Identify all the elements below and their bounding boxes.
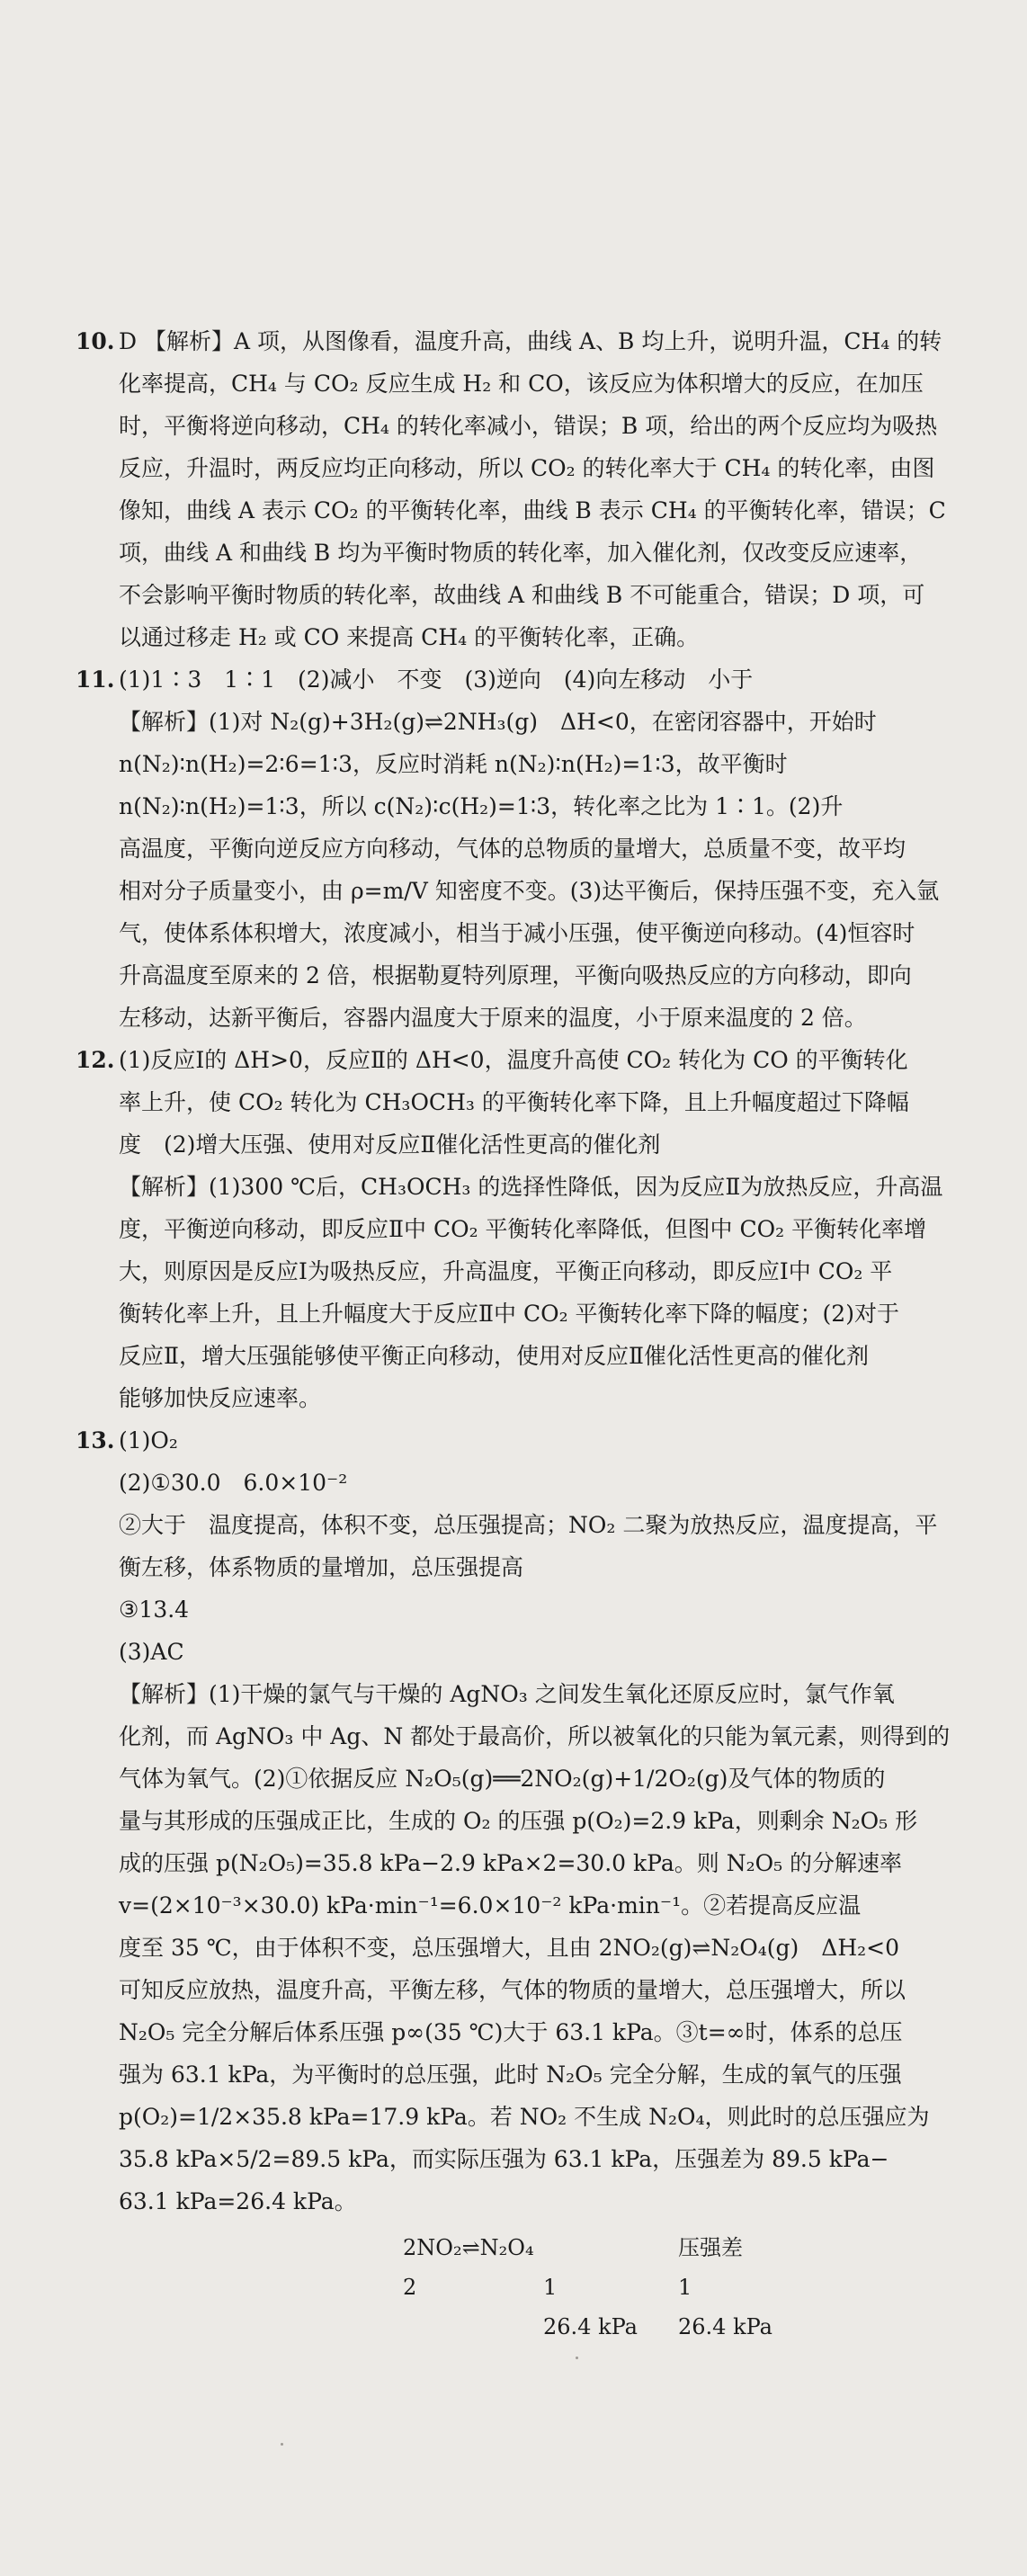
question-number: 11. bbox=[76, 666, 115, 693]
text-line: 气，使体系体积增大，浓度减小，相当于减小压强，使平衡逆向移动。(4)恒容时 bbox=[119, 920, 915, 946]
text-line: 【解析】(1)对 N₂(g)+3H₂(g)⇌2NH₃(g) ΔH<0，在密闭容器中，开始时 bbox=[119, 709, 877, 735]
pressure-difference-table bbox=[403, 2228, 978, 2347]
text-line: 可知反应放热，温度升高，平衡左移，气体的物质的量增大，总压强增大，所以 bbox=[119, 1977, 906, 2003]
answer-line: ②大于 温度提高，体积不变，总压强提高；NO₂ 二聚为放热反应，温度提高，平 bbox=[119, 1512, 938, 1538]
table-row bbox=[403, 2307, 978, 2347]
text-line: 化率提高，CH₄ 与 CO₂ 反应生成 H₂ 和 CO，该反应为体积增大的反应，在加压 bbox=[119, 371, 924, 397]
table-cell: 26.4 kPa bbox=[678, 2314, 772, 2339]
text-line: 时，平衡将逆向移动，CH₄ 的转化率减小，错误；B 项，给出的两个反应均为吸热 bbox=[119, 413, 938, 439]
text-line: 度至 35 ℃，由于体积不变，总压强增大，且由 2NO₂(g)⇌N₂O₄(g) ΔH₂<0 bbox=[119, 1935, 900, 1961]
question-10 bbox=[76, 320, 978, 658]
text-line: 强为 63.1 kPa，为平衡时的总压强，此时 N₂O₅ 完全分解，生成的氧气的压强 bbox=[119, 2062, 902, 2088]
answer-line: (1)反应Ⅰ的 ΔH>0，反应Ⅱ的 ΔH<0，温度升高使 CO₂ 转化为 CO 的平衡转化 bbox=[119, 1047, 908, 1073]
table-cell bbox=[403, 2307, 543, 2347]
answer-line: (1)1∶3 1∶1 (2)减小 不变 (3)逆向 (4)向左移动 小于 bbox=[119, 666, 754, 693]
table-cell: 1 bbox=[678, 2275, 692, 2300]
question-11 bbox=[76, 658, 978, 1039]
paper-speck bbox=[576, 2357, 578, 2359]
question-number: 12. bbox=[76, 1047, 115, 1073]
text-line: 化剂，而 AgNO₃ 中 Ag、N 都处于最高价，所以被氧化的只能为氧元素，则得到的 bbox=[119, 1723, 951, 1749]
answer-line: 率上升，使 CO₂ 转化为 CH₃OCH₃ 的平衡转化率下降，且上升幅度超过下降幅 bbox=[119, 1089, 909, 1115]
question-number: 13. bbox=[76, 1427, 115, 1453]
text-line: 大，则原因是反应Ⅰ为吸热反应，升高温度，平衡正向移动，即反应Ⅰ中 CO₂ 平 bbox=[119, 1258, 893, 1284]
text-line: p(O₂)=1/2×35.8 kPa=17.9 kPa。若 NO₂ 不生成 N₂O₄，则此时的总压强应为 bbox=[119, 2104, 930, 2130]
text-line: 不会影响平衡时物质的转化率，故曲线 A 和曲线 B 不可能重合，错误；D 项，可 bbox=[119, 582, 925, 608]
question-13 bbox=[76, 1419, 978, 2347]
text-line: 高温度，平衡向逆反应方向移动，气体的总物质的量增大，总质量不变，故平均 bbox=[119, 836, 906, 862]
text-line: 成的压强 p(N₂O₅)=35.8 kPa−2.9 kPa×2=30.0 kPa。则 N₂O₅ 的分解速率 bbox=[119, 1850, 903, 1876]
text-line: 能够加快反应速率。 bbox=[119, 1385, 322, 1411]
text-line: 【解析】(1)干燥的氯气与干燥的 AgNO₃ 之间发生氧化还原反应时，氯气作氧 bbox=[119, 1681, 895, 1707]
answer-line: (2)①30.0 6.0×10⁻² bbox=[119, 1470, 348, 1496]
text-line: 升高温度至原来的 2 倍，根据勒夏特列原理，平衡向吸热反应的方向移动，即向 bbox=[119, 962, 912, 988]
answer-line: 衡左移，体系物质的量增加，总压强提高 bbox=[119, 1554, 524, 1580]
text-line: 像知，曲线 A 表示 CO₂ 的平衡转化率，曲线 B 表示 CH₄ 的平衡转化率，错误；C bbox=[119, 497, 946, 523]
text-line: 气体为氧气。(2)①依据反应 N₂O₅(g)══2NO₂(g)+1/2O₂(g)及气体的物质的 bbox=[119, 1766, 886, 1792]
text-line: 【解析】(1)300 ℃后，CH₃OCH₃ 的选择性降低，因为反应Ⅱ为放热反应，升高温 bbox=[119, 1174, 943, 1200]
text-line: n(N₂)∶n(H₂)=1∶3，所以 c(N₂)∶c(H₂)=1∶3，转化率之比为 1∶1。(2)升 bbox=[119, 793, 844, 819]
text-line: 左移动，达新平衡后，容器内温度大于原来的温度，小于原来温度的 2 倍。 bbox=[119, 1005, 867, 1031]
text-line: 相对分子质量变小，由 ρ=m/V 知密度不变。(3)达平衡后，保持压强不变，充入氩 bbox=[119, 878, 940, 904]
text-line: 衡转化率上升，且上升幅度大于反应Ⅱ中 CO₂ 平衡转化率下降的幅度；(2)对于 bbox=[119, 1301, 899, 1327]
table-cell: 2NO₂⇌N₂O₄ bbox=[403, 2235, 534, 2260]
table-header-row bbox=[403, 2228, 978, 2267]
answer-line: 度 (2)增大压强、使用对反应Ⅱ催化活性更高的催化剂 bbox=[119, 1131, 661, 1158]
text-line: 35.8 kPa×5/2=89.5 kPa，而实际压强为 63.1 kPa，压强差为 89.5 kPa− bbox=[119, 2146, 889, 2172]
text-line: 63.1 kPa=26.4 kPa。 bbox=[119, 2188, 357, 2214]
table-row bbox=[403, 2267, 978, 2307]
paper-speck bbox=[281, 2443, 283, 2446]
table-cell: 压强差 bbox=[678, 2235, 743, 2260]
answer-content bbox=[76, 320, 978, 2347]
question-12 bbox=[76, 1039, 978, 1419]
text-line: 度，平衡逆向移动，即反应Ⅱ中 CO₂ 平衡转化率降低，但图中 CO₂ 平衡转化率增 bbox=[119, 1216, 927, 1242]
text-line: D 【解析】A 项，从图像看，温度升高，曲线 A、B 均上升，说明升温，CH₄ 的转 bbox=[119, 328, 942, 354]
text-line: v=(2×10⁻³×30.0) kPa·min⁻¹=6.0×10⁻² kPa·min⁻¹。②若提高反应温 bbox=[119, 1892, 862, 1919]
text-line: 量与其形成的压强成正比，生成的 O₂ 的压强 p(O₂)=2.9 kPa，则剩余 N₂O₅ 形 bbox=[119, 1808, 918, 1834]
text-line: n(N₂)∶n(H₂)=2∶6=1∶3，反应时消耗 n(N₂)∶n(H₂)=1∶3，故平衡时 bbox=[119, 751, 788, 777]
answer-line: (1)O₂ bbox=[119, 1427, 178, 1453]
question-number: 10. bbox=[76, 328, 115, 354]
text-line: 以通过移走 H₂ 或 CO 来提高 CH₄ 的平衡转化率，正确。 bbox=[119, 624, 700, 650]
text-line: 反应Ⅱ，增大压强能够使平衡正向移动，使用对反应Ⅱ催化活性更高的催化剂 bbox=[119, 1343, 869, 1369]
answer-line: ③13.4 bbox=[119, 1597, 190, 1623]
table-cell: 26.4 kPa bbox=[543, 2314, 638, 2339]
answer-line: (3)AC bbox=[119, 1639, 184, 1665]
text-line: N₂O₅ 完全分解后体系压强 p∞(35 ℃)大于 63.1 kPa。③t=∞时，体系的总压 bbox=[119, 2019, 903, 2045]
table-cell: 2 bbox=[403, 2275, 417, 2300]
table-cell: 1 bbox=[543, 2275, 558, 2300]
table-cell bbox=[543, 2228, 678, 2267]
text-line: 项，曲线 A 和曲线 B 均为平衡时物质的转化率，加入催化剂，仅改变反应速率， bbox=[119, 540, 923, 566]
text-line: 反应，升温时，两反应均正向移动，所以 CO₂ 的转化率大于 CH₄ 的转化率，由图 bbox=[119, 455, 935, 481]
